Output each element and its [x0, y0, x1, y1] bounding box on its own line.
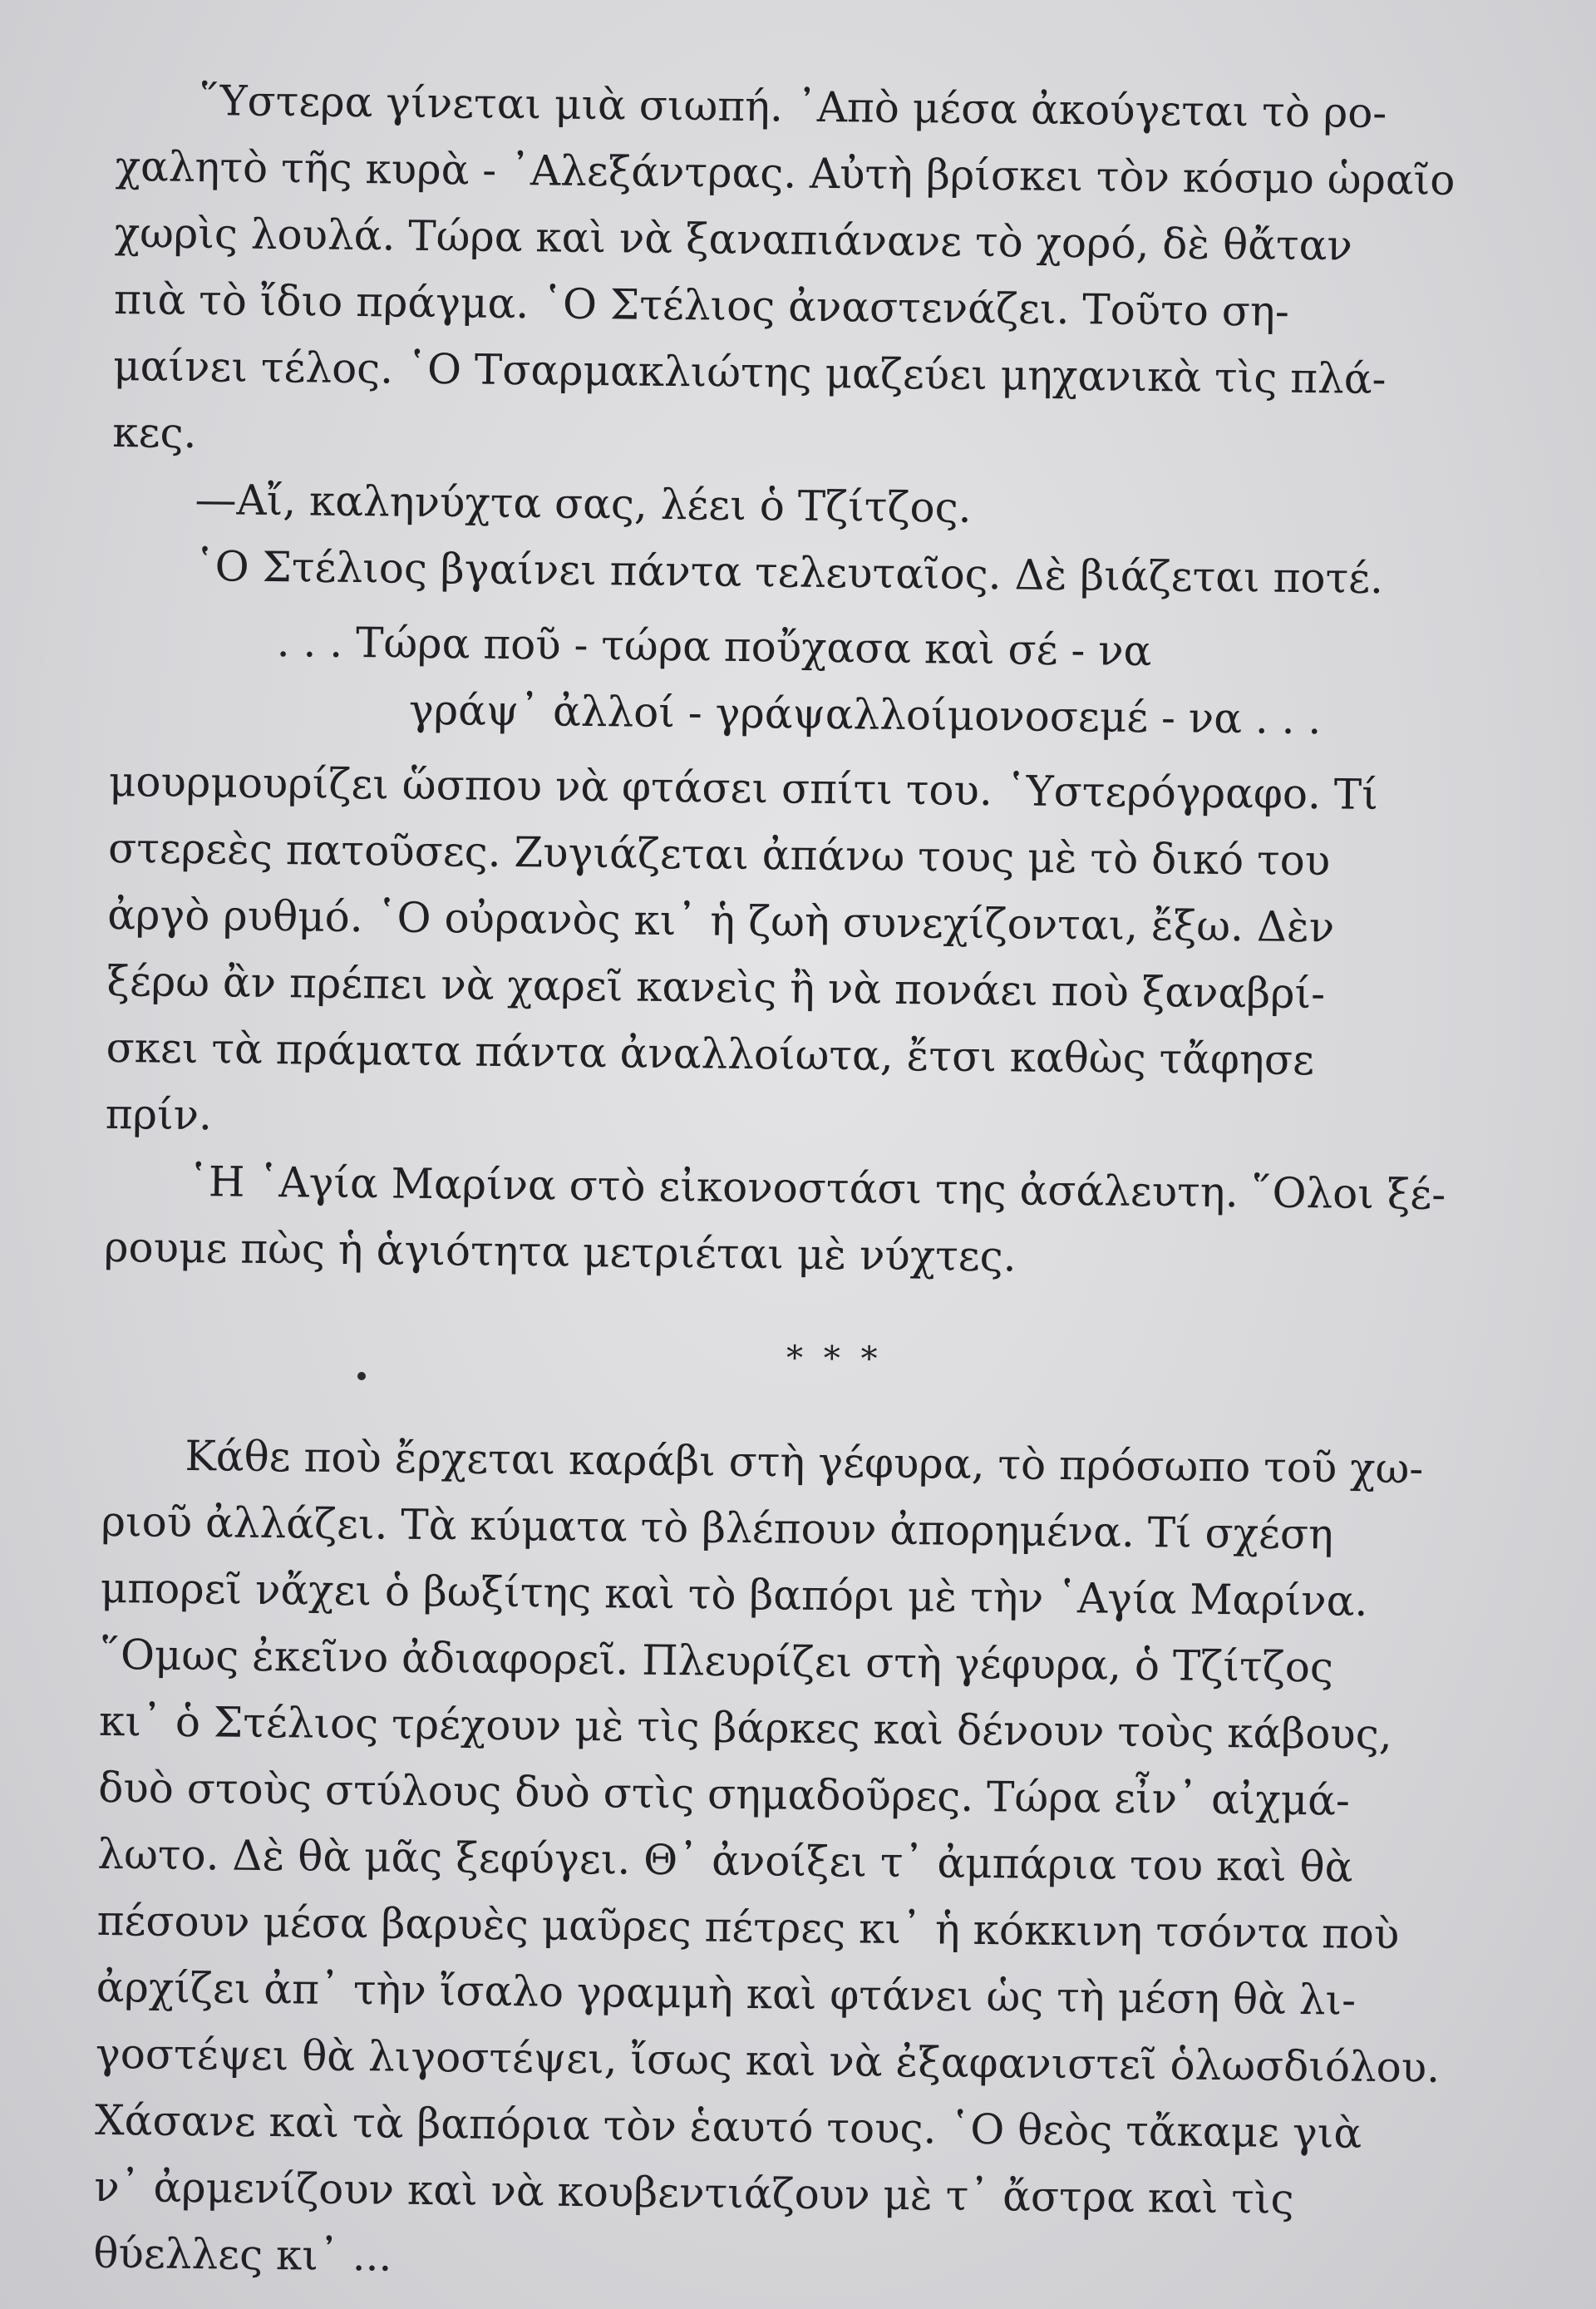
text-line: μπορεῖ νἄχει ὁ βωξίτης καὶ τὸ βαπόρι μὲ τὴν ῾Αγία Μαρίνα.	[100, 1563, 1368, 1626]
paragraph-1	[112, 67, 1579, 481]
text-line: χωρὶς λουλά. Τώρα καὶ νὰ ξαναπιάνανε τὸ χορό, δὲ θἄταν	[114, 208, 1353, 270]
text-line: —Αἴ, καληνύχτα σας, λέει ὁ Τζίτζος.	[195, 476, 972, 532]
verse-block	[110, 607, 1574, 755]
verse-line: . . . Τώρα ποῦ - τώρα ποὔχασα καὶ σέ - να	[276, 618, 1152, 676]
text-line: πρίν.	[105, 1089, 213, 1140]
text-line: χαλητὸ τῆς κυρὰ - ᾿Αλεξάντρας. Αὐτὴ βρίσκει τὸν κόσμο ὡραῖο	[115, 141, 1456, 205]
text-line: γοστέψει θὰ λιγοστέψει, ἴσως καὶ νὰ ἐξαφανιστεῖ ὁλωσδιόλου.	[95, 2029, 1441, 2092]
text-line: ρουμε πὼς ἡ ἁγιότητα μετριέται μὲ νύχτες.	[103, 1222, 1017, 1281]
text-line: ν᾿ ἀρμενίζουν καὶ νὰ κουβεντιάζουν μὲ τ᾿ ἄστρα καὶ τὶς	[93, 2162, 1294, 2223]
text-line: ξέρω ἂν πρέπει νὰ χαρεῖ κανεὶς ἢ νὰ πονάει ποὺ ξαναβρί-	[106, 956, 1326, 1019]
text-line: Κάθε ποὺ ἔρχεται καράβι στὴ γέφυρα, τὸ πρόσωπο τοῦ χω-	[185, 1431, 1424, 1493]
ink-dot	[357, 1372, 366, 1380]
section-separator: * * *	[786, 1339, 883, 1379]
text-line: πιὰ τὸ ἴδιο πράγμα. ῾Ο Στέλιος ἀναστενάζει. Τοῦτο ση-	[113, 274, 1290, 336]
text-line: θύελλες κι᾿ ...	[93, 2228, 392, 2281]
text-line: Χάσανε καὶ τὰ βαπόρια τὸν ἑαυτό τους. ῾Ο θεὸς τἄκαμε γιὰ	[94, 2095, 1362, 2158]
paragraph-6	[93, 1422, 1565, 2302]
text-line: λωτο. Δὲ θὰ μᾶς ξεφύγει. Θ᾿ ἀνοίξει τ᾿ ἀμπάρια του καὶ θὰ	[97, 1829, 1353, 1892]
text-line: μουρμουρίζει ὥσπου νὰ φτάσει σπίτι του. ῾Υστερόγραφο. Τί	[108, 757, 1379, 819]
text-line: ἀρχίζει ἀπ᾿ τὴν ἴσαλο γραμμὴ καὶ φτάνει ὡς τὴ μέση θὰ λι-	[96, 1962, 1357, 2025]
text-line: ῾Ο Στέλιος βγαίνει πάντα τελευταῖος. Δὲ βιάζεται ποτέ.	[194, 542, 1384, 603]
text-line: κες.	[112, 407, 197, 458]
text-line: δυὸ στοὺς στύλους δυὸ στὶς σημαδοῦρες. Τώρα εἶν᾿ αἰχμά-	[98, 1763, 1351, 1825]
text-line: πέσουν μέσα βαρυὲς μαῦρες πέτρες κι᾿ ἡ κόκκινη τσόντα ποὺ	[96, 1896, 1400, 1959]
verse-line: γράψ᾿ ἀλλοί - γράψαλλοίμονοσεμέ - να . . .	[408, 685, 1322, 744]
text-line: ῞Ομως ἐκεῖνο ἀδιαφορεῖ. Πλευρίζει στὴ γέφυρα, ὁ Τζίτζος	[99, 1630, 1334, 1692]
paragraph-5	[104, 1147, 1569, 1295]
text-line: ἀργὸ ρυθμό. ῾Ο οὐρανὸς κι᾿ ἡ ζωὴ συνεχίζονται, ἔξω. Δὲν	[107, 890, 1335, 952]
text-line: ῞Υστερα γίνεται μιὰ σιωπή. ᾿Απὸ μέσα ἀκούγεται τὸ ρο-	[199, 76, 1387, 138]
text-line: στερεὲς πατοῦσες. Ζυγιάζεται ἀπάνω τους μὲ τὸ δικό του	[107, 823, 1331, 886]
text-line: μαίνει τέλος. ῾Ο Τσαρμακλιώτης μαζεύει μηχανικὰ τὶς πλά-	[112, 341, 1387, 404]
text-line: σκει τὰ πράματα πάντα ἀναλλοίωτα, ἔτσι καθὼς τἄφησε	[106, 1023, 1315, 1085]
book-page	[93, 67, 1579, 2302]
text-line: κι᾿ ὁ Στέλιος τρέχουν μὲ τὶς βάρκες καὶ δένουν τοὺς κάβους,	[98, 1696, 1392, 1759]
text-line: ριοῦ ἀλλάζει. Τὰ κύματα τὸ βλέπουν ἀπορημένα. Τί σχέση	[101, 1497, 1334, 1559]
paragraph-4	[105, 748, 1572, 1162]
text-line: ῾Η ῾Αγία Μαρίνα στὸ εἰκονοστάσι της ἀσάλευτη. ῞Ολοι ξέ-	[187, 1157, 1446, 1219]
